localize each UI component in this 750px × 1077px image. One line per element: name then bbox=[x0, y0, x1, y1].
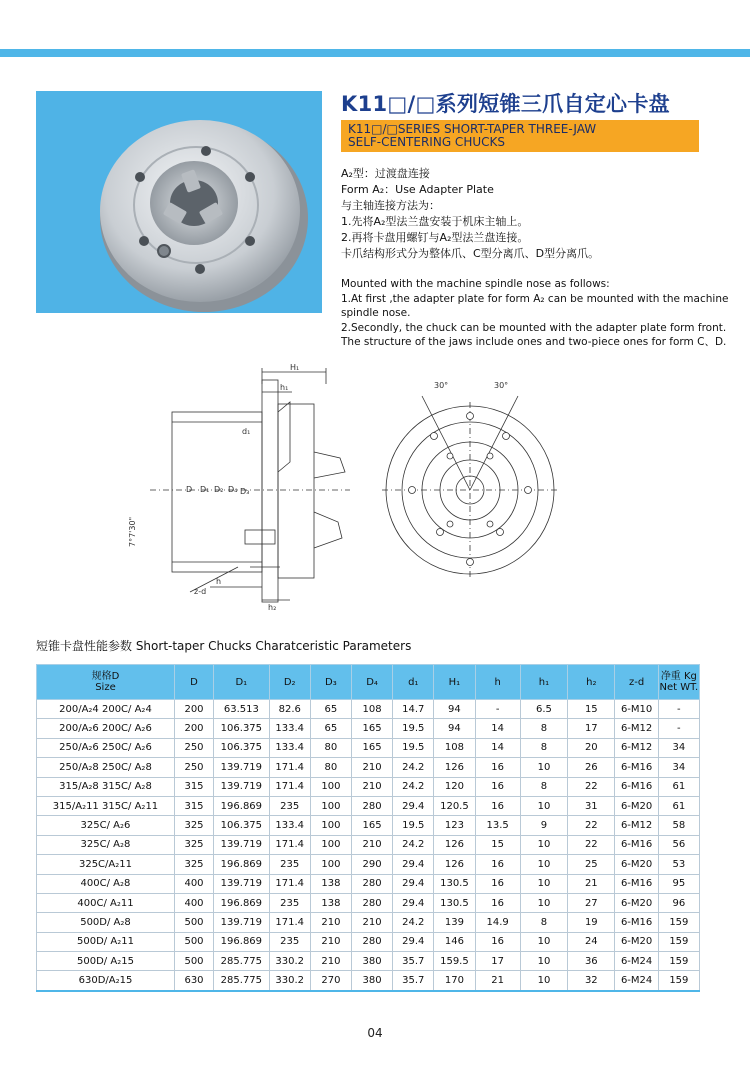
table-cell: 29.4 bbox=[393, 796, 434, 815]
chinese-notes bbox=[341, 166, 599, 262]
table-cell: 159 bbox=[658, 971, 699, 991]
table-body bbox=[37, 700, 700, 991]
table-cell: 330.2 bbox=[269, 971, 310, 991]
table-cell: 106.375 bbox=[214, 719, 270, 738]
table-cell: 400 bbox=[174, 874, 213, 893]
table-cell: 325 bbox=[174, 816, 213, 835]
product-photo bbox=[36, 91, 322, 313]
table-cell: 270 bbox=[310, 971, 351, 991]
label-D1: D₁ bbox=[200, 485, 210, 494]
table-cell: 10 bbox=[520, 971, 567, 991]
table-cell: 8 bbox=[520, 719, 567, 738]
note-line: 1.先将A₂型法兰盘安装于机床主轴上。 bbox=[341, 215, 529, 228]
table-cell: 29.4 bbox=[393, 874, 434, 893]
table-cell: 500 bbox=[174, 913, 213, 932]
size-cell: 500D/ A₂8 bbox=[37, 913, 175, 932]
table-header-row bbox=[37, 665, 700, 700]
table-header-cell: h₁ bbox=[520, 665, 567, 700]
table-cell: 16 bbox=[475, 758, 520, 777]
size-cell: 400C/ A₂8 bbox=[37, 874, 175, 893]
label-z-d: z-d bbox=[194, 587, 207, 596]
table-cell: 380 bbox=[351, 952, 392, 971]
table-cell: 14 bbox=[475, 719, 520, 738]
table-cell: 94 bbox=[434, 700, 475, 719]
table-cell: 100 bbox=[310, 835, 351, 854]
table-cell: 17 bbox=[568, 719, 615, 738]
table-cell: 6-M10 bbox=[615, 700, 658, 719]
table-cell: 210 bbox=[351, 777, 392, 796]
table-cell: 80 bbox=[310, 758, 351, 777]
table-cell: 96 bbox=[658, 893, 699, 912]
table-cell: 235 bbox=[269, 893, 310, 912]
table-cell: 32 bbox=[568, 971, 615, 991]
table-header-cell: D bbox=[174, 665, 213, 700]
table-cell: 35.7 bbox=[393, 952, 434, 971]
table-cell: 159 bbox=[658, 913, 699, 932]
table-row bbox=[37, 738, 700, 757]
table-cell: - bbox=[658, 700, 699, 719]
table-cell: 250 bbox=[174, 758, 213, 777]
label-angle: 7°7'30" bbox=[128, 516, 137, 547]
table-header-cell: z-d bbox=[615, 665, 658, 700]
english-notes bbox=[341, 277, 729, 350]
table-header-cell: h bbox=[475, 665, 520, 700]
table-cell: 10 bbox=[520, 893, 567, 912]
table-cell: 138 bbox=[310, 874, 351, 893]
size-cell: 325C/A₂11 bbox=[37, 855, 175, 874]
table-row bbox=[37, 816, 700, 835]
size-cell: 630D/A₂15 bbox=[37, 971, 175, 991]
table-cell: 6-M16 bbox=[615, 758, 658, 777]
label-d1: d₁ bbox=[242, 427, 251, 436]
table-cell: 34 bbox=[658, 758, 699, 777]
subtitle-line-2: SELF-CENTERING CHUCKS bbox=[348, 135, 505, 149]
table-cell: 171.4 bbox=[269, 758, 310, 777]
table-cell: 6-M20 bbox=[615, 932, 658, 951]
table-cell: 22 bbox=[568, 835, 615, 854]
table-cell: 100 bbox=[310, 796, 351, 815]
table-row bbox=[37, 835, 700, 854]
label-H1: H₁ bbox=[290, 363, 300, 372]
table-cell: 126 bbox=[434, 855, 475, 874]
table-cell: 133.4 bbox=[269, 738, 310, 757]
table-cell: 108 bbox=[351, 700, 392, 719]
table-cell: 19.5 bbox=[393, 738, 434, 757]
size-cell: 250/A₂8 250C/ A₂8 bbox=[37, 758, 175, 777]
table-cell: 63.513 bbox=[214, 700, 270, 719]
table-cell: 61 bbox=[658, 796, 699, 815]
size-cell: 500D/ A₂15 bbox=[37, 952, 175, 971]
table-cell: 16 bbox=[475, 855, 520, 874]
note-line: 1.At first ,the adapter plate for form A₂ can be mounted with the machine bbox=[341, 292, 729, 305]
table-cell: 100 bbox=[310, 855, 351, 874]
table-cell: 100 bbox=[310, 816, 351, 835]
table-cell: 280 bbox=[351, 893, 392, 912]
table-cell: 108 bbox=[434, 738, 475, 757]
table-cell: 315 bbox=[174, 777, 213, 796]
side-view bbox=[128, 363, 350, 612]
table-cell: 6-M16 bbox=[615, 874, 658, 893]
table-cell: 196.869 bbox=[214, 932, 270, 951]
table-cell: 200 bbox=[174, 719, 213, 738]
table-row bbox=[37, 893, 700, 912]
size-cell: 200/A₂4 200C/ A₂4 bbox=[37, 700, 175, 719]
table-cell: 100 bbox=[310, 777, 351, 796]
table-cell: 159 bbox=[658, 932, 699, 951]
table-cell: 6-M16 bbox=[615, 777, 658, 796]
subtitle-line-1: K11□/□SERIES SHORT-TAPER THREE-JAW bbox=[348, 122, 597, 136]
chuck-photo-illustration bbox=[36, 91, 322, 313]
table-cell: 196.869 bbox=[214, 855, 270, 874]
size-cell: 200/A₂6 200C/ A₂6 bbox=[37, 719, 175, 738]
table-cell: 315 bbox=[174, 796, 213, 815]
size-cell: 315/A₂8 315C/ A₂8 bbox=[37, 777, 175, 796]
label-D3: D₃ bbox=[240, 487, 250, 496]
table-cell: 53 bbox=[658, 855, 699, 874]
table-cell: 20 bbox=[568, 738, 615, 757]
table-cell: 94 bbox=[434, 719, 475, 738]
table-cell: 139.719 bbox=[214, 777, 270, 796]
note-line: 2.Secondly, the chuck can be mounted with the adapter plate form front. bbox=[341, 321, 727, 334]
table-cell: 22 bbox=[568, 777, 615, 796]
table-cell: 65 bbox=[310, 719, 351, 738]
table-row bbox=[37, 719, 700, 738]
table-cell: 235 bbox=[269, 796, 310, 815]
table-cell: 10 bbox=[520, 952, 567, 971]
note-line: 2.再将卡盘用螺钉与A₂型法兰盘连接。 bbox=[341, 231, 529, 244]
table-cell: 235 bbox=[269, 855, 310, 874]
table-cell: 10 bbox=[520, 855, 567, 874]
table-cell: 65 bbox=[310, 700, 351, 719]
table-cell: 285.775 bbox=[214, 952, 270, 971]
table-cell: 170 bbox=[434, 971, 475, 991]
size-cell: 400C/ A₂11 bbox=[37, 893, 175, 912]
note-line: Mounted with the machine spindle nose as follows: bbox=[341, 278, 610, 290]
table-cell: 130.5 bbox=[434, 874, 475, 893]
table-header-cell: 净重 Kg Net WT. bbox=[658, 665, 699, 700]
table-cell: 139 bbox=[434, 913, 475, 932]
label-D: D bbox=[186, 485, 193, 494]
table-cell: 133.4 bbox=[269, 719, 310, 738]
label-D2: D₂ bbox=[214, 485, 224, 494]
table-header-cell: D₃ bbox=[310, 665, 351, 700]
table-cell: 146 bbox=[434, 932, 475, 951]
table-header-cell: 规格D Size bbox=[37, 665, 175, 700]
table-cell: 24.2 bbox=[393, 777, 434, 796]
table-cell: 29.4 bbox=[393, 893, 434, 912]
label-30deg-left: 30° bbox=[434, 381, 449, 390]
table-cell: 6-M24 bbox=[615, 952, 658, 971]
table-cell: 106.375 bbox=[214, 816, 270, 835]
top-accent-bar bbox=[0, 49, 750, 57]
label-D4: D₄ bbox=[228, 485, 238, 494]
table-cell: 165 bbox=[351, 719, 392, 738]
table-cell: 330.2 bbox=[269, 952, 310, 971]
table-cell: 210 bbox=[351, 835, 392, 854]
table-cell: 21 bbox=[475, 971, 520, 991]
size-cell: 325C/ A₂8 bbox=[37, 835, 175, 854]
page-title: K11□/□系列短锥三爪自定心卡盘 bbox=[341, 92, 670, 116]
label-h: h bbox=[216, 577, 222, 586]
table-cell: 24.2 bbox=[393, 758, 434, 777]
table-row bbox=[37, 758, 700, 777]
table-cell: 133.4 bbox=[269, 816, 310, 835]
table-cell: 16 bbox=[475, 874, 520, 893]
table-cell: 58 bbox=[658, 816, 699, 835]
table-cell: 210 bbox=[310, 932, 351, 951]
table-cell: 196.869 bbox=[214, 893, 270, 912]
table-cell: 9 bbox=[520, 816, 567, 835]
table-row bbox=[37, 796, 700, 815]
table-cell: 6-M20 bbox=[615, 855, 658, 874]
table-header-cell: d₁ bbox=[393, 665, 434, 700]
table-cell: 82.6 bbox=[269, 700, 310, 719]
table-cell: 16 bbox=[475, 796, 520, 815]
table-cell: 6-M16 bbox=[615, 835, 658, 854]
table-caption: 短锥卡盘性能参数 Short-taper Chucks Charatceristic Parameters bbox=[36, 639, 412, 653]
table-cell: - bbox=[658, 719, 699, 738]
table-cell: 159 bbox=[658, 952, 699, 971]
table-cell: 95 bbox=[658, 874, 699, 893]
table-cell: 630 bbox=[174, 971, 213, 991]
label-h1: h₁ bbox=[280, 383, 289, 392]
table-cell: 21 bbox=[568, 874, 615, 893]
table-cell: 15 bbox=[475, 835, 520, 854]
table-cell: 138 bbox=[310, 893, 351, 912]
table-cell: 325 bbox=[174, 855, 213, 874]
table-cell: 24.2 bbox=[393, 913, 434, 932]
table-cell: 61 bbox=[658, 777, 699, 796]
table-cell: 10 bbox=[520, 796, 567, 815]
table-header-cell: h₂ bbox=[568, 665, 615, 700]
table-cell: 8 bbox=[520, 777, 567, 796]
table-cell: 139.719 bbox=[214, 874, 270, 893]
size-cell: 325C/ A₂6 bbox=[37, 816, 175, 835]
table-cell: 6-M16 bbox=[615, 913, 658, 932]
table-cell: 500 bbox=[174, 932, 213, 951]
table-cell: 280 bbox=[351, 796, 392, 815]
table-row bbox=[37, 913, 700, 932]
note-line: 卡爪结构形式分为整体爪、C型分离爪、D型分离爪。 bbox=[341, 247, 600, 260]
note-line: 与主轴连接方法为： bbox=[341, 199, 440, 212]
table-cell: 500 bbox=[174, 952, 213, 971]
table-cell: 34 bbox=[658, 738, 699, 757]
table-cell: 8 bbox=[520, 738, 567, 757]
table-cell: 10 bbox=[520, 874, 567, 893]
table-cell: 22 bbox=[568, 816, 615, 835]
table-cell: 123 bbox=[434, 816, 475, 835]
table-cell: 19.5 bbox=[393, 816, 434, 835]
table-cell: 10 bbox=[520, 835, 567, 854]
technical-drawing bbox=[128, 362, 570, 614]
table-header-cell: H₁ bbox=[434, 665, 475, 700]
table-row bbox=[37, 932, 700, 951]
table-cell: 171.4 bbox=[269, 874, 310, 893]
table-cell: 120 bbox=[434, 777, 475, 796]
table-cell: 27 bbox=[568, 893, 615, 912]
note-line: spindle nose. bbox=[341, 307, 411, 319]
table-cell: 29.4 bbox=[393, 855, 434, 874]
table-cell: 24.2 bbox=[393, 835, 434, 854]
table-cell: 6-M20 bbox=[615, 796, 658, 815]
size-cell: 315/A₂11 315C/ A₂11 bbox=[37, 796, 175, 815]
table-cell: 16 bbox=[475, 893, 520, 912]
table-cell: 285.775 bbox=[214, 971, 270, 991]
table-row bbox=[37, 874, 700, 893]
table-cell: 80 bbox=[310, 738, 351, 757]
table-cell: 6-M12 bbox=[615, 738, 658, 757]
table-cell: 171.4 bbox=[269, 835, 310, 854]
table-cell: 35.7 bbox=[393, 971, 434, 991]
table-cell: 13.5 bbox=[475, 816, 520, 835]
table-cell: 400 bbox=[174, 893, 213, 912]
table-cell: 126 bbox=[434, 758, 475, 777]
table-cell: 325 bbox=[174, 835, 213, 854]
label-30deg-right: 30° bbox=[494, 381, 509, 390]
table-cell: 17 bbox=[475, 952, 520, 971]
table-cell: 16 bbox=[475, 932, 520, 951]
table-cell: 200 bbox=[174, 700, 213, 719]
table-cell: 6.5 bbox=[520, 700, 567, 719]
table-row bbox=[37, 855, 700, 874]
table-cell: 120.5 bbox=[434, 796, 475, 815]
table-cell: 14.9 bbox=[475, 913, 520, 932]
table-cell: 196.869 bbox=[214, 796, 270, 815]
table-cell: 210 bbox=[351, 913, 392, 932]
table-cell: 139.719 bbox=[214, 758, 270, 777]
label-h2: h₂ bbox=[268, 603, 277, 612]
table-cell: 8 bbox=[520, 913, 567, 932]
table-cell: 165 bbox=[351, 816, 392, 835]
table-cell: 280 bbox=[351, 874, 392, 893]
table-cell: 6-M24 bbox=[615, 971, 658, 991]
parameters-table bbox=[36, 664, 700, 992]
size-cell: 500D/ A₂11 bbox=[37, 932, 175, 951]
table-cell: 6-M12 bbox=[615, 816, 658, 835]
table-cell: - bbox=[475, 700, 520, 719]
table-cell: 14.7 bbox=[393, 700, 434, 719]
front-view bbox=[382, 381, 558, 578]
table-cell: 130.5 bbox=[434, 893, 475, 912]
table-cell: 19 bbox=[568, 913, 615, 932]
table-cell: 19.5 bbox=[393, 719, 434, 738]
table-cell: 56 bbox=[658, 835, 699, 854]
table-cell: 106.375 bbox=[214, 738, 270, 757]
note-line: A₂型：过渡盘连接 bbox=[341, 167, 430, 180]
table-cell: 235 bbox=[269, 932, 310, 951]
table-header-cell: D₂ bbox=[269, 665, 310, 700]
table-cell: 36 bbox=[568, 952, 615, 971]
table-row bbox=[37, 700, 700, 719]
table-cell: 210 bbox=[310, 913, 351, 932]
table-cell: 171.4 bbox=[269, 913, 310, 932]
table-cell: 24 bbox=[568, 932, 615, 951]
table-header-cell: D₁ bbox=[214, 665, 270, 700]
table-cell: 210 bbox=[310, 952, 351, 971]
table-cell: 29.4 bbox=[393, 932, 434, 951]
table-row bbox=[37, 971, 700, 991]
size-cell: 250/A₂6 250C/ A₂6 bbox=[37, 738, 175, 757]
subtitle-banner bbox=[341, 120, 699, 152]
table-cell: 6-M12 bbox=[615, 719, 658, 738]
table-cell: 10 bbox=[520, 932, 567, 951]
table-cell: 210 bbox=[351, 758, 392, 777]
table-cell: 290 bbox=[351, 855, 392, 874]
table-cell: 15 bbox=[568, 700, 615, 719]
table-cell: 14 bbox=[475, 738, 520, 757]
note-line: Form A₂：Use Adapter Plate bbox=[341, 183, 494, 196]
table-cell: 25 bbox=[568, 855, 615, 874]
table-row bbox=[37, 952, 700, 971]
table-cell: 250 bbox=[174, 738, 213, 757]
table-cell: 159.5 bbox=[434, 952, 475, 971]
table-cell: 16 bbox=[475, 777, 520, 796]
table-cell: 10 bbox=[520, 758, 567, 777]
table-cell: 126 bbox=[434, 835, 475, 854]
table-cell: 6-M20 bbox=[615, 893, 658, 912]
table-cell: 139.719 bbox=[214, 913, 270, 932]
table-cell: 31 bbox=[568, 796, 615, 815]
page-number: 04 bbox=[367, 1026, 383, 1040]
table-cell: 165 bbox=[351, 738, 392, 757]
table-row bbox=[37, 777, 700, 796]
note-line: The structure of the jaws include ones and two-piece ones for form C、D. bbox=[341, 336, 727, 348]
table-cell: 280 bbox=[351, 932, 392, 951]
table-cell: 171.4 bbox=[269, 777, 310, 796]
table-cell: 380 bbox=[351, 971, 392, 991]
table-cell: 139.719 bbox=[214, 835, 270, 854]
table-header-cell: D₄ bbox=[351, 665, 392, 700]
table-cell: 26 bbox=[568, 758, 615, 777]
